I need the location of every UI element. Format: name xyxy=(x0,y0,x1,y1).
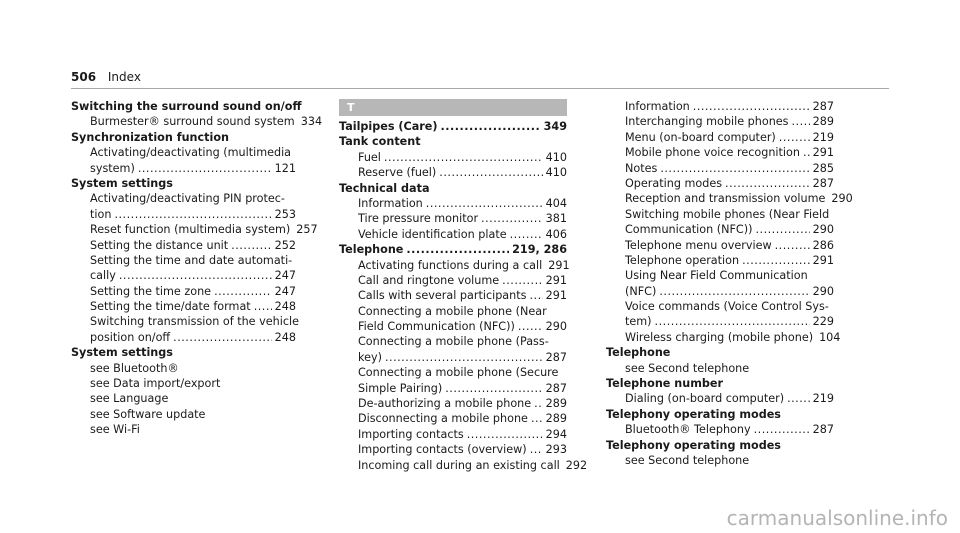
dot-leader xyxy=(467,427,543,442)
index-subentry: Connecting a mobile phone (Secure xyxy=(358,366,559,380)
entry-label: Setting the time zone xyxy=(90,284,212,298)
entry-label: (NFC) xyxy=(625,284,657,298)
entry-label: Reception and transmission volume xyxy=(625,192,826,206)
entry-label: key) xyxy=(358,350,382,364)
page-reference[interactable]: 287 xyxy=(545,350,567,364)
page-header xyxy=(71,70,141,84)
entry-label: Mobile phone voice recognition xyxy=(625,146,800,160)
index-subentry: see Language xyxy=(90,392,169,406)
page-reference[interactable]: 290 xyxy=(812,284,834,298)
entry-label: Importing contacts (overview) xyxy=(358,443,527,457)
index-subentry xyxy=(606,145,834,160)
index-heading: Synchronization function xyxy=(71,130,229,144)
index-heading xyxy=(339,242,567,257)
index-subentry xyxy=(606,161,834,176)
entry-label: Fuel xyxy=(358,150,381,164)
entry-label: position on/off xyxy=(90,330,171,344)
watermark: carmanualsonline.info xyxy=(0,503,960,533)
dot-leader xyxy=(693,99,810,114)
index-subentry xyxy=(339,381,567,396)
entry-label: Calls with several participants xyxy=(358,289,527,303)
page-reference[interactable]: 287 xyxy=(812,423,834,437)
entry-label: Information xyxy=(625,100,690,113)
page-reference[interactable]: 121 xyxy=(274,161,296,175)
index-subentry xyxy=(339,227,567,242)
page-reference[interactable]: 287 xyxy=(812,176,834,190)
index-subentry xyxy=(339,396,567,411)
index-subentry: see Second telephone xyxy=(625,361,750,375)
entry-label: Call and ringtone volume xyxy=(358,273,500,287)
dot-leader xyxy=(384,150,543,165)
entry-label: Activating functions during a call xyxy=(358,258,543,272)
dot-leader xyxy=(775,238,810,253)
index-subentry xyxy=(339,211,567,226)
page-reference[interactable]: 291 xyxy=(545,273,567,287)
page-reference[interactable]: 290 xyxy=(545,320,567,334)
index-subentry xyxy=(339,350,567,365)
index-subentry xyxy=(606,99,834,114)
index-heading: Switching the surround sound on/off xyxy=(71,100,302,113)
index-heading xyxy=(339,119,567,134)
dot-leader xyxy=(518,319,543,334)
page-reference[interactable]: 291 xyxy=(548,258,570,272)
index-subentry xyxy=(606,176,834,191)
index-subentry xyxy=(339,319,567,334)
dot-leader xyxy=(231,238,271,253)
dot-leader xyxy=(660,161,809,176)
index-subentry xyxy=(71,161,296,176)
index-heading: Telephony operating modes xyxy=(606,407,781,421)
dot-leader xyxy=(530,442,543,457)
entry-label: Importing contacts xyxy=(358,427,464,441)
page-number: 506 xyxy=(71,70,97,84)
index-subentry xyxy=(339,458,588,473)
dot-leader xyxy=(119,268,272,283)
entry-label: Field Communication (NFC)) xyxy=(358,320,515,334)
page-reference[interactable]: 289 xyxy=(545,397,567,411)
index-subentry xyxy=(339,150,567,165)
index-heading: Telephony operating modes xyxy=(606,438,781,452)
dot-leader xyxy=(502,273,542,288)
dot-leader xyxy=(385,350,543,365)
index-subentry xyxy=(606,253,834,268)
entry-label: Bluetooth® Telephony xyxy=(625,423,751,437)
entry-label: Telephone xyxy=(339,243,404,257)
entry-label: Telephone menu overview xyxy=(625,238,772,252)
index-subentry xyxy=(71,207,296,222)
entry-label: Incoming call during an existing call xyxy=(358,458,560,472)
page-reference[interactable]: 410 xyxy=(545,150,567,164)
entry-label: Telephone operation xyxy=(625,253,740,267)
index-subentry xyxy=(339,258,570,273)
page-reference[interactable]: 406 xyxy=(545,227,567,241)
dot-leader xyxy=(742,253,810,268)
page-reference[interactable]: 248 xyxy=(274,330,296,344)
index-subentry xyxy=(339,442,567,457)
dot-leader xyxy=(531,411,543,426)
index-subentry xyxy=(71,284,296,299)
index-subentry: see Wi-Fi xyxy=(90,423,140,437)
page-reference[interactable]: 292 xyxy=(565,458,588,472)
page-reference[interactable]: 248 xyxy=(274,300,296,314)
dot-leader xyxy=(659,284,809,299)
page-reference[interactable]: 257 xyxy=(296,223,318,237)
entry-label: tion xyxy=(90,207,112,221)
page-reference[interactable]: 247 xyxy=(274,269,296,283)
page-reference[interactable]: 291 xyxy=(812,146,834,160)
entry-label: Setting the time/date format xyxy=(90,300,251,314)
page-reference[interactable]: 219, 286 xyxy=(512,243,567,257)
page-reference[interactable]: 334 xyxy=(300,115,323,129)
page-reference[interactable]: 219 xyxy=(812,130,834,144)
index-subentry xyxy=(606,422,834,437)
page-reference[interactable]: 287 xyxy=(812,100,834,113)
index-subentry xyxy=(606,114,834,129)
dot-leader xyxy=(138,161,272,176)
index-column-3 xyxy=(606,99,853,468)
dot-leader xyxy=(655,314,810,329)
page-reference[interactable]: 291 xyxy=(812,253,834,267)
page-reference[interactable]: 247 xyxy=(274,284,296,298)
dot-leader xyxy=(441,119,541,134)
index-heading: System settings xyxy=(71,176,173,190)
entry-label: Reset function (multimedia system) xyxy=(90,223,291,237)
index-subentry xyxy=(71,222,318,237)
index-subentry: Switching transmission of the vehicle xyxy=(90,315,299,329)
index-subentry xyxy=(71,238,296,253)
dot-leader xyxy=(787,391,810,406)
entry-label: Wireless charging (mobile phone) xyxy=(625,330,814,344)
entry-label: Information xyxy=(358,196,423,210)
page-reference[interactable]: 294 xyxy=(545,427,567,441)
index-subentry: see Software update xyxy=(90,407,206,421)
index-subentry: Switching mobile phones (Near Field xyxy=(625,207,830,221)
index-subentry xyxy=(339,273,567,288)
page-reference[interactable]: 293 xyxy=(545,443,567,457)
index-subentry: see Second telephone xyxy=(625,453,750,467)
page-reference[interactable]: 253 xyxy=(274,207,296,221)
entry-label: Communication (NFC)) xyxy=(625,223,753,237)
page-reference[interactable]: 229 xyxy=(812,315,834,329)
dot-leader xyxy=(254,299,272,314)
dot-leader xyxy=(114,207,271,222)
header-divider xyxy=(71,88,889,89)
index-subentry xyxy=(339,427,567,442)
index-subentry xyxy=(606,222,834,237)
index-heading: Telephone xyxy=(606,346,671,360)
page-reference[interactable]: 289 xyxy=(545,412,567,426)
dot-leader xyxy=(803,145,810,160)
dot-leader xyxy=(445,381,542,396)
dot-leader xyxy=(406,242,509,257)
page-reference[interactable]: 104 xyxy=(819,330,841,344)
index-heading: Tank content xyxy=(339,135,421,149)
dot-leader xyxy=(426,196,543,211)
index-subentry: see Data import/export xyxy=(90,377,221,391)
index-subentry xyxy=(71,330,296,345)
index-subentry xyxy=(606,284,834,299)
dot-leader xyxy=(534,396,542,411)
dot-leader xyxy=(754,422,810,437)
index-subentry: Using Near Field Communication xyxy=(625,269,808,283)
dot-leader xyxy=(529,288,542,303)
dot-leader xyxy=(439,165,542,180)
entry-label: Reserve (fuel) xyxy=(358,166,437,180)
index-subentry xyxy=(606,238,834,253)
entry-label: Interchanging mobile phones xyxy=(625,115,789,129)
dot-leader xyxy=(481,211,543,226)
page-reference[interactable]: 287 xyxy=(545,381,567,395)
index-subentry: Connecting a mobile phone (Near xyxy=(358,304,547,318)
entry-label: De-authorizing a mobile phone xyxy=(358,397,532,411)
entry-label: cally xyxy=(90,269,116,283)
index-subentry xyxy=(339,165,567,180)
index-heading: Technical data xyxy=(339,181,430,195)
dot-leader xyxy=(725,176,810,191)
index-subentry: see Bluetooth® xyxy=(90,361,179,375)
index-subentry: Setting the time and date automati- xyxy=(90,253,293,267)
entry-label: Tailpipes (Care) xyxy=(339,120,438,133)
page-reference[interactable]: 252 xyxy=(274,238,296,252)
index-subentry xyxy=(339,196,567,211)
dot-leader xyxy=(214,284,272,299)
index-heading: System settings xyxy=(71,346,173,360)
section-letter-bar: T xyxy=(339,99,567,116)
page-reference[interactable]: 289 xyxy=(812,115,834,129)
index-subentry xyxy=(606,391,834,406)
dot-leader xyxy=(792,114,810,129)
entry-label: system) xyxy=(90,161,135,175)
index-subentry xyxy=(339,411,567,426)
index-subentry: Activating/deactivating (multimedia xyxy=(90,146,292,160)
index-subentry xyxy=(606,314,834,329)
page-reference[interactable]: 219 xyxy=(812,392,834,406)
dot-leader xyxy=(755,222,809,237)
entry-label: Menu (on-board computer) xyxy=(625,130,776,144)
page-reference[interactable]: 349 xyxy=(543,120,567,133)
page-reference[interactable]: 290 xyxy=(831,192,853,206)
index-subentry xyxy=(606,330,841,345)
page-reference[interactable]: 286 xyxy=(812,238,834,252)
index-subentry xyxy=(71,268,296,283)
entry-label: Vehicle identification plate xyxy=(358,227,507,241)
index-subentry: Voice commands (Voice Control Sys- xyxy=(625,300,829,314)
entry-label: Simple Pairing) xyxy=(358,381,443,395)
page-reference[interactable]: 290 xyxy=(812,223,834,237)
index-column-2 xyxy=(339,99,588,473)
dot-leader xyxy=(510,227,543,242)
index-subentry: Connecting a mobile phone (Pass- xyxy=(358,335,549,349)
page-reference[interactable]: 285 xyxy=(812,161,834,175)
page-reference[interactable]: 404 xyxy=(545,196,567,210)
index-subentry xyxy=(606,191,853,206)
section-title: Index xyxy=(107,70,141,84)
entry-label: Operating modes xyxy=(625,176,723,190)
page-reference[interactable]: 291 xyxy=(545,289,567,303)
dot-leader xyxy=(779,130,810,145)
index-subentry xyxy=(71,114,323,129)
entry-label: Notes xyxy=(625,161,658,175)
index-column-1 xyxy=(71,99,323,438)
index-subentry: Activating/deactivating PIN protec- xyxy=(90,192,285,206)
entry-label: Burmester® surround sound system xyxy=(90,115,295,129)
entry-label: Tire pressure monitor xyxy=(358,212,479,226)
index-heading: Telephone number xyxy=(606,377,723,391)
entry-label: Disconnecting a mobile phone xyxy=(358,412,528,426)
index-subentry xyxy=(339,288,567,303)
page-reference[interactable]: 381 xyxy=(545,212,567,226)
entry-label: Setting the distance unit xyxy=(90,238,229,252)
page-reference[interactable]: 410 xyxy=(545,166,567,180)
index-subentry xyxy=(71,299,296,314)
dot-leader xyxy=(173,330,272,345)
entry-label: tem) xyxy=(625,315,652,329)
entry-label: Dialing (on-board computer) xyxy=(625,392,785,406)
index-subentry xyxy=(606,130,834,145)
